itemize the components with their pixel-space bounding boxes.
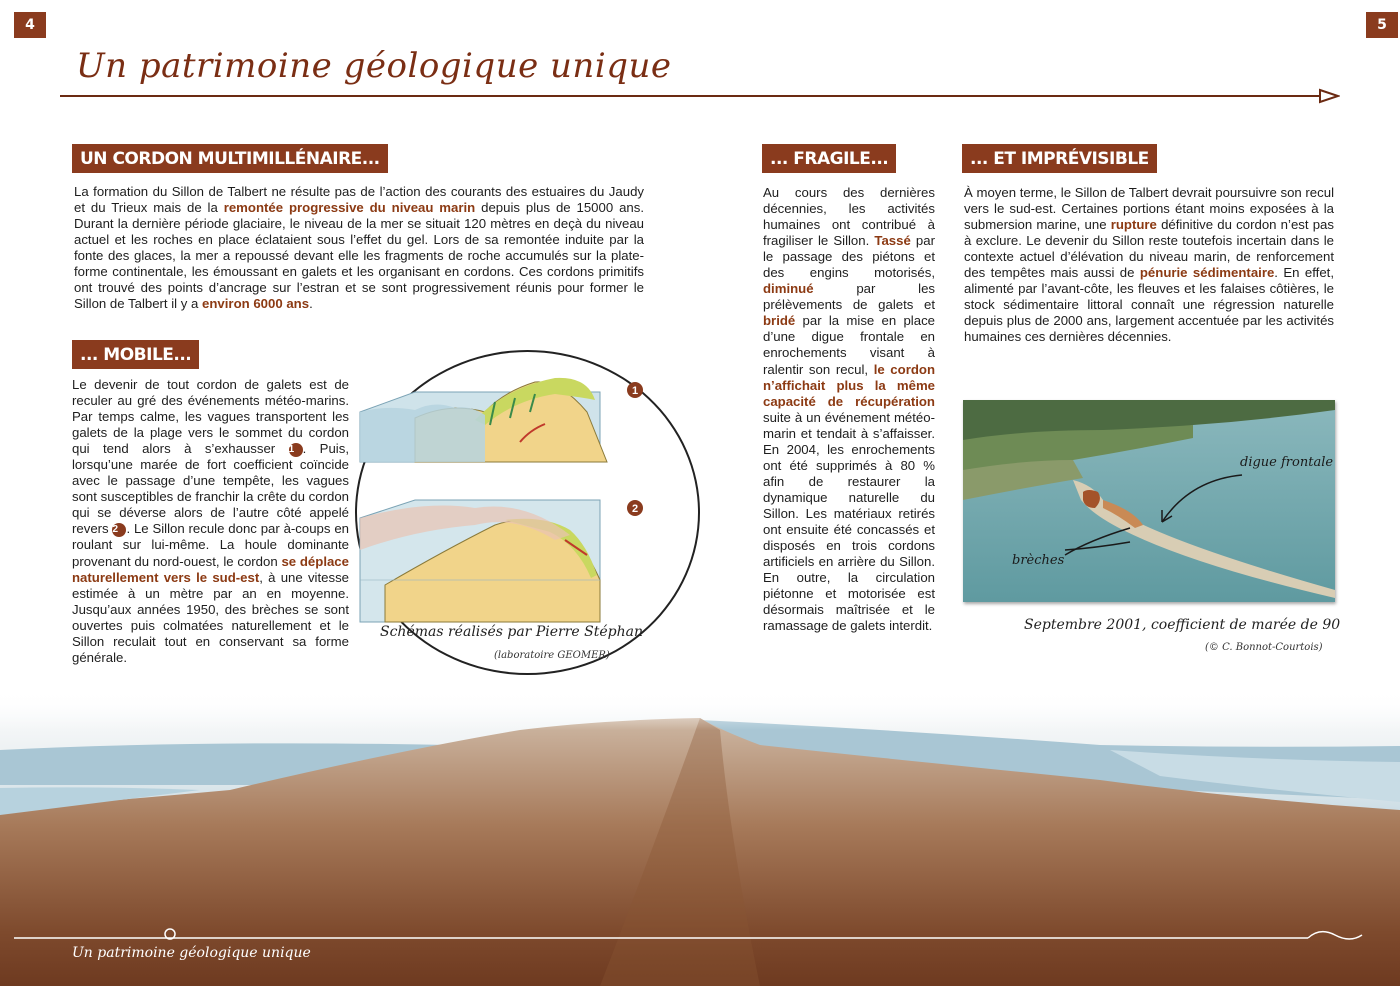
arrow-icon xyxy=(1318,88,1340,104)
section-body-mobile: Le devenir de tout cordon de galets est de reculer au gré des événements météo-marins. Par temps calme, les vagues transportent les galets de la plage vers le sommet du cordon qui tend alors à s’exhausser 1 . Puis, lorsqu’une marée de fort coefficient coïncide avec le passage d’une tempête, les vagues sont susceptibles de franchir la crête du cordon qui se déverse alors de l’autre côté appelé revers 2 . Le Sillon recule donc par à-coups en roulant sur lui-même. La houle dominante provenant du nord-ouest, le cordon se déplace naturellement vers le sud-est, à une vitesse estimée à un mètre par an en moyenne. Jusqu’aux années 1950, des brèches se sont ouvertes puis colmatées naturellement et le Sillon reculait tout en conservant sa forme générale. xyxy=(72,377,349,665)
diagram-step-number: 1 xyxy=(631,385,639,397)
photo-label-digue: digue frontale xyxy=(1240,455,1334,470)
diagram-caption-sub: (laboratoire GEOMER) xyxy=(494,650,610,661)
page-number-left: 4 xyxy=(14,12,46,38)
page-number-right: 5 xyxy=(1366,12,1398,38)
page-title: Un patrimoine géologique unique xyxy=(76,46,672,86)
section-tag-cordon: UN CORDON MULTIMILLÉNAIRE... xyxy=(72,144,388,173)
diagram-caption: Schémas réalisés par Pierre Stéphan xyxy=(380,624,643,640)
aerial-photo xyxy=(963,400,1335,602)
step-marker: 1 xyxy=(289,443,303,457)
pointer-arrow-icon xyxy=(1150,470,1250,530)
section-body-imprevisible: À moyen terme, le Sillon de Talbert devrait poursuivre son recul vers le sud-est. Certaines portions étant moins exposées à la submersion marine, une rupture définitive du cordon n’est pas à exclure. Le devenir du Sillon reste toutefois incertain dans le contexte actuel d’élévation du niveau marin, de renforcement des tempêtes mais aussi de pénurie sédimentaire. En effet, alimenté par l’avant-côte, les fleuves et les falaises côtières, le stock sédimentaire littoral connaît une régression naturelle depuis plus de 2000 ans, largement accentuée par les activités humaines ces dernières décennies. xyxy=(964,185,1334,345)
section-tag-mobile: ... MOBILE... xyxy=(72,340,199,369)
photo-label-breches: brèches xyxy=(1012,553,1065,568)
step-marker: 2 xyxy=(112,523,126,537)
section-tag-imprevisible: ... ET IMPRÉVISIBLE xyxy=(962,144,1157,173)
pointer-arrow-icon xyxy=(1060,520,1140,560)
diagram-step-1 xyxy=(360,378,607,462)
diagram-step-number: 2 xyxy=(631,503,639,515)
section-body-cordon: La formation du Sillon de Talbert ne résulte pas de l’action des courants des estuaires du Jaudy et du Trieux mais de la remontée progressive du niveau marin depuis plus de 15000 ans. Durant la dernière période glaciaire, le niveau de la mer se situait 120 mètres en deçà du niveau actuel et les roches en place éclataient sous l’effet du gel. Lors de sa remontée induite par la fonte des glaces, la mer a repoussé devant elle les fragments de roche accumulés sur la plate-forme continentale, les émoussant en galets et les organisant en cordons. Ces cordons primitifs ont trouvé des points d’ancrage sur l’estran et se sont progressivement réunis pour former le Sillon de Talbert il y a environ 6000 ans. xyxy=(74,184,644,312)
title-rule xyxy=(60,95,1328,97)
photo-credit: (© C. Bonnot-Courtois) xyxy=(1205,642,1323,653)
section-tag-fragile: ... FRAGILE... xyxy=(762,144,896,173)
diagram-step-2 xyxy=(360,500,600,622)
photo-caption: Septembre 2001, coefficient de marée de 90 xyxy=(1024,617,1341,633)
section-body-fragile: Au cours des dernières décennies, les activités humaines ont contribué à fragiliser le Sillon. Tassé par le passage des piétons et des engins motorisés, diminué par les prélèvements de galets et bridé par la mise en place d’une digue frontale en enrochements visant à ralentir son recul, le cordon n’affichait plus la même capacité de récupération suite à un événement météo-marin et tendait à s’affaisser. En 2004, les enrochements ont été supprimés à 80 % afin de restaurer la dynamique naturelle du Sillon. Les matériaux retirés ont ensuite été concassés et disposés en trois cordons artificiels en arrière du Sillon. En outre, la circulation piétonne et motorisée est désormais maîtrisée et le ramassage de galets interdit. xyxy=(763,185,935,634)
footer-title: Un patrimoine géologique unique xyxy=(72,945,311,961)
